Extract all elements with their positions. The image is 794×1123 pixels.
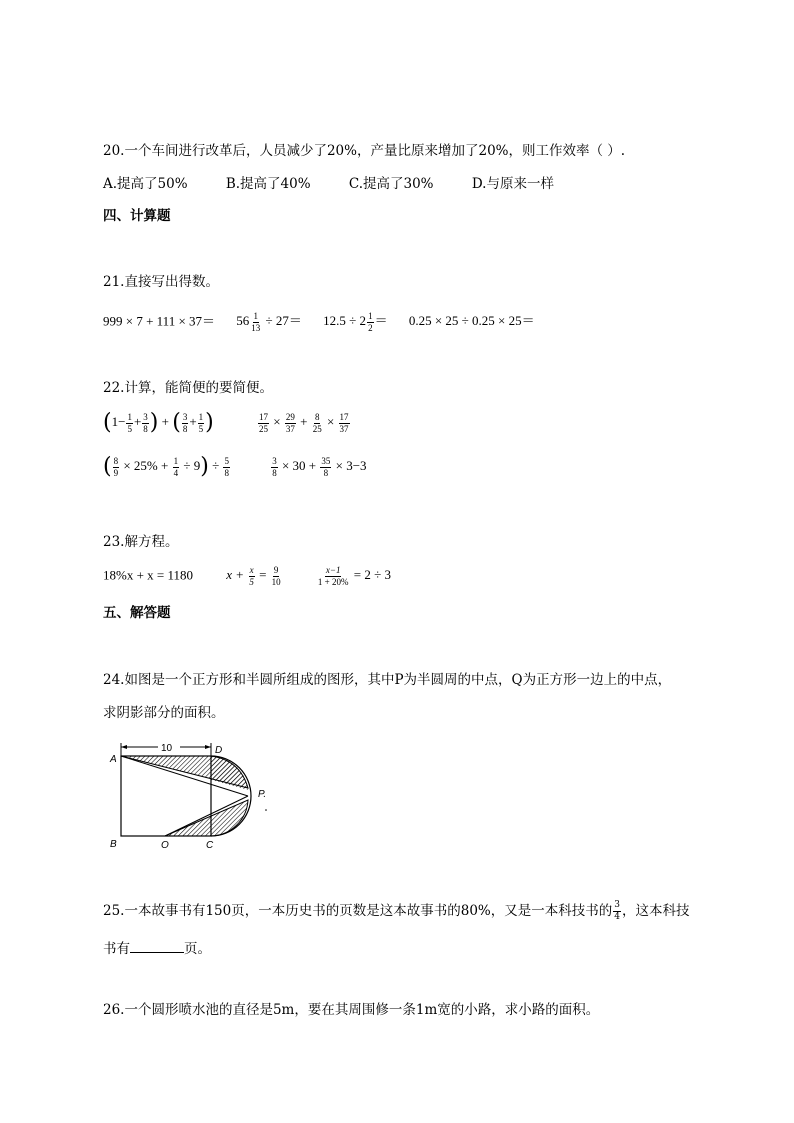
q23-eq-3: [316, 565, 391, 587]
frac: [285, 413, 296, 434]
frac-num: 3: [143, 411, 148, 422]
shaded-region-upper-arc: [211, 756, 248, 790]
stray-dot: [265, 809, 267, 811]
label-d: D: [215, 745, 223, 756]
operator: +: [300, 413, 308, 429]
frac-num: 17: [339, 411, 349, 422]
frac-num: 1: [173, 455, 179, 466]
dimension-label: 10: [161, 743, 173, 754]
frac-den: 4: [173, 467, 179, 478]
frac: [248, 566, 255, 587]
q22-expr-c: [103, 454, 234, 479]
operator: +: [189, 413, 197, 429]
frac-den: 1 + 20%: [317, 577, 349, 587]
label-o: O: [161, 840, 169, 851]
q23-eq-1: 18%x + x = 1180: [103, 567, 194, 583]
q22-stem: 22.计算，能简便的要简便。: [103, 380, 273, 396]
q23-eq-2: [226, 565, 286, 587]
expr-text: ÷ 9: [183, 457, 201, 473]
q20-stem: 20.一个车间进行改革后，人员减少了20%，产量比原来增加了20%，则工作效率（ ）.: [103, 143, 626, 159]
frac-den: 4: [614, 912, 620, 922]
q21-expr-3-pre: 12.5 ÷ 2: [323, 313, 367, 329]
frac-den: 10: [271, 577, 281, 587]
q21-expr-3-frac: [367, 312, 374, 333]
frac: [198, 413, 205, 434]
frac-num: 1: [368, 311, 373, 321]
frac-den: 8: [182, 423, 188, 434]
frac-den: 8: [143, 423, 148, 434]
frac-num: x−1: [325, 565, 341, 575]
q21-expr-2-rest: ÷ 27＝: [265, 313, 302, 329]
frac-den: 2: [368, 323, 373, 333]
frac: [142, 413, 149, 434]
q26-stem: 26.一个圆形喷水池的直径是5m，要在其周围修一条1m宽的小路，求小路的面积。: [103, 1002, 600, 1018]
q20-option-c: C.提高了30%: [348, 176, 434, 192]
frac: [126, 413, 133, 434]
paren-left: (: [172, 410, 181, 435]
frac-den: 13: [251, 323, 261, 333]
frac-num: 35: [321, 455, 331, 466]
frac: [320, 457, 331, 478]
frac-num: 9: [273, 565, 279, 575]
frac: [173, 457, 180, 478]
q25-text: 书有: [103, 941, 130, 957]
expr-text: 1−: [111, 413, 126, 429]
q24-figure: [105, 738, 275, 852]
label-c: C: [206, 840, 214, 851]
q24-stem-line-1: 24.如图是一个正方形和半圆所组成的图形，其中P为半圆周的中点，Q为正方形一边上的中点，: [103, 672, 672, 688]
q21-expr-2: [236, 311, 305, 333]
q22-row-1: [103, 412, 351, 434]
q22-expr-a: [103, 410, 217, 435]
frac-den: 25: [312, 423, 322, 434]
operator: ÷: [212, 457, 220, 473]
frac-den: 8: [272, 467, 277, 478]
frac-den: 5: [198, 423, 204, 434]
q25-text: ，这本科技: [621, 903, 690, 919]
frac: [182, 413, 189, 434]
frac-den: 37: [339, 423, 349, 434]
frac-den: 5: [127, 423, 132, 434]
operator: +: [133, 413, 142, 429]
frac-num: 3: [182, 411, 188, 422]
q20-options: [103, 178, 554, 192]
paren-left: (: [103, 410, 112, 435]
expr-text: × 25% +: [123, 457, 169, 473]
q25-text: 25.一本故事书有150页，一本历史书的页数是这本故事书的80%，又是一本科技书的: [103, 903, 613, 919]
q21-expr-2-frac: [250, 312, 261, 333]
label-b: B: [110, 839, 117, 850]
frac: [312, 413, 323, 434]
label-a: A: [110, 754, 117, 765]
operator: ×: [273, 413, 281, 429]
frac: [223, 457, 230, 478]
frac: [271, 566, 282, 587]
frac-den: 8: [323, 467, 329, 478]
q21-expr-3-rest: ＝: [374, 313, 388, 329]
q22-row-2: [103, 456, 367, 478]
frac: [339, 413, 350, 434]
paren-right: ): [149, 410, 159, 435]
q21-expr-2-int: 56: [236, 313, 250, 329]
label-p: P.: [258, 789, 267, 800]
q22-expr-b: [257, 411, 351, 434]
paren-left: (: [103, 454, 112, 479]
arrow-right: [205, 745, 211, 749]
frac-den: 8: [224, 467, 229, 478]
frac: [113, 457, 120, 478]
q23-equations: [103, 566, 391, 587]
q24-stem-line-2: 求阴影部分的面积。: [103, 705, 225, 721]
paren-right: ): [200, 454, 209, 479]
frac-den: 5: [249, 577, 254, 587]
expr-text: x +: [226, 567, 245, 583]
q21-expr-3: [323, 311, 391, 333]
q23-stem: 23.解方程。: [103, 534, 179, 550]
arrow-left: [121, 745, 127, 749]
frac: [271, 457, 278, 478]
q22-expr-d: [270, 455, 367, 478]
operator: =: [259, 567, 267, 583]
frac-num: 3: [614, 900, 620, 910]
paren-right: ): [205, 410, 214, 435]
q21-expr-4: 0.25 × 25 ÷ 0.25 × 25＝: [408, 313, 535, 329]
frac: [258, 413, 269, 434]
frac-num: 1: [253, 311, 259, 321]
expr-text: = 2 ÷ 3: [353, 567, 391, 583]
expr-text: × 3−3: [335, 457, 367, 473]
frac-den: 9: [113, 467, 119, 478]
q25-line-2: [103, 940, 211, 957]
section-4-title: 四、计算题: [103, 208, 171, 224]
q20-option-a: A.提高了50%: [103, 176, 188, 192]
q25-fraction: [613, 901, 621, 922]
section-5-title: 五、解答题: [103, 605, 171, 621]
q21-expr-1: 999 × 7 + 111 × 37＝: [103, 313, 216, 329]
q21-stem: 21.直接写出得数。: [103, 274, 219, 290]
frac-num: x: [249, 565, 254, 575]
frac-num: 1: [127, 411, 132, 422]
q25-text: 页。: [184, 941, 211, 957]
q20-option-d: D.与原来一样: [471, 176, 554, 192]
q20-option-b: B.提高了40%: [225, 176, 311, 192]
frac-num: 29: [285, 411, 295, 422]
shaded-region-lower: [165, 800, 248, 836]
operator: ×: [326, 413, 335, 429]
q25-line-1: [103, 901, 689, 922]
q21-expressions: [103, 312, 535, 333]
frac-num: 1: [198, 411, 204, 422]
answer-blank[interactable]: [130, 940, 184, 953]
expr-text: × 30 +: [281, 457, 317, 473]
frac-den: 25: [259, 423, 268, 434]
frac-num: 3: [272, 455, 277, 466]
frac-num: 5: [224, 455, 229, 466]
frac: [317, 566, 350, 587]
operator: +: [161, 413, 169, 429]
frac-num: 17: [259, 411, 268, 422]
frac-den: 37: [285, 423, 295, 434]
frac-num: 8: [314, 411, 320, 422]
frac-num: 8: [113, 455, 119, 466]
